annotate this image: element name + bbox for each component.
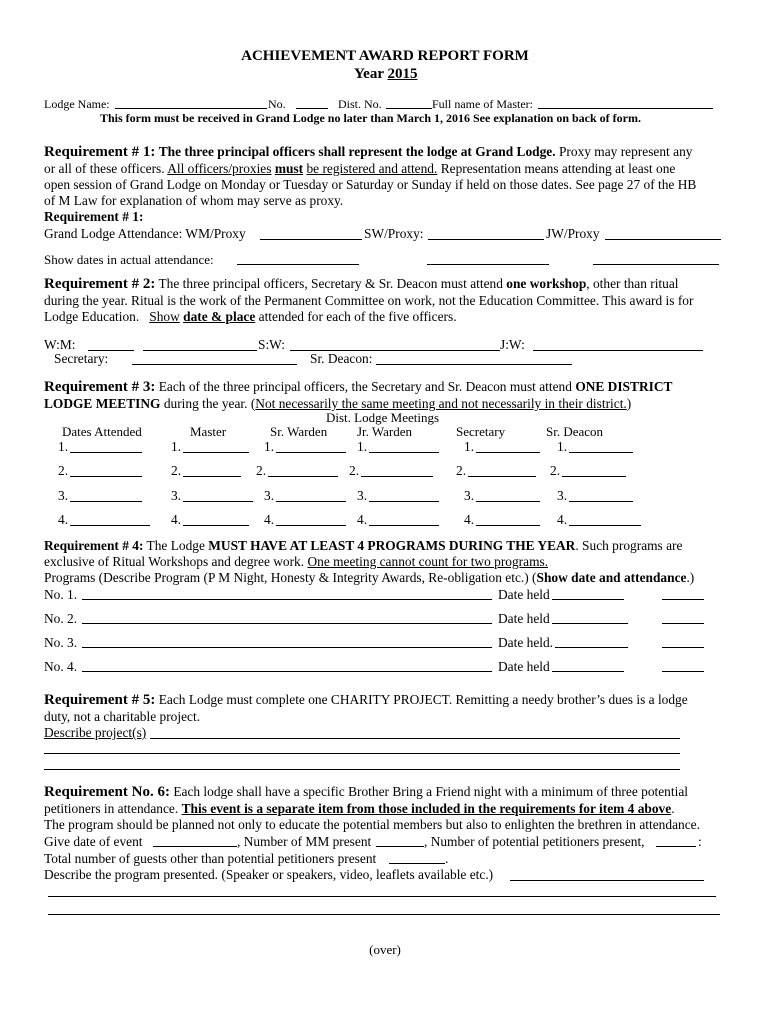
table-cell-field[interactable]	[369, 452, 439, 453]
table-row-num: 4.	[557, 512, 568, 527]
table-row-num: 3.	[58, 488, 69, 503]
req2-line-2: during the year. Ritual is the work of the Permanent Committee on work, not the Education Committee. This award is for	[44, 293, 694, 308]
req1-heading-2: Requirement # 1:	[44, 209, 144, 224]
table-row-num: 3.	[264, 488, 275, 503]
req1-line-2: or all of these officers. All officers/proxies must be registered and attend. Representation means attending at least one	[44, 161, 676, 176]
table-cell-field[interactable]	[569, 501, 633, 502]
req3-line-1: Requirement # 3: Each of the three principal officers, the Secretary and Sr. Deacon must attend ONE DISTRICT	[44, 379, 673, 395]
table-row-num: 4.	[171, 512, 182, 527]
table-row-num: 2.	[171, 463, 182, 478]
describe-program-label: Describe the program presented. (Speaker or speakers, video, leaflets available etc.)	[44, 867, 494, 882]
year-value: 2015	[387, 66, 418, 82]
req2-line-1: Requirement # 2: The three principal officers, Secretary & Sr. Deacon must attend one workshop, other than ritual	[44, 276, 679, 292]
table-row-num: 4.	[357, 512, 368, 527]
date-held-3-field[interactable]	[555, 647, 628, 648]
jw-field[interactable]	[533, 350, 703, 351]
req1-line-1: Requirement # 1: The three principal officers shall represent the lodge at Grand Lodge. Proxy may represent any	[44, 144, 693, 160]
table-cell-field[interactable]	[361, 476, 433, 477]
sw-label: S:W:	[258, 337, 286, 352]
attendance-2-field[interactable]	[662, 623, 704, 624]
table-row-num: 3.	[464, 488, 475, 503]
secretary-field[interactable]	[132, 364, 297, 365]
req4-line-2: exclusive of Ritual Workshops and degree work. One meeting cannot count for two programs.	[44, 554, 549, 569]
attendance-date-field-3[interactable]	[593, 264, 719, 265]
describe-project-line-2[interactable]	[44, 753, 680, 754]
table-row-num: 4.	[264, 512, 275, 527]
table-cell-field[interactable]	[476, 452, 540, 453]
table-cell-field[interactable]	[70, 501, 142, 502]
guests-label: Total number of guests other than potential petitioners present	[44, 851, 377, 866]
sw-proxy-label: SW/Proxy:	[364, 226, 424, 241]
table-cell-field[interactable]	[70, 525, 150, 526]
show-dates-label: Show dates in actual attendance:	[44, 252, 214, 267]
req5-line-2: duty, not a charitable project.	[44, 709, 201, 724]
table-cell-field[interactable]	[569, 525, 641, 526]
program-2-label: No. 2.	[44, 611, 78, 626]
table-cell-field[interactable]	[476, 501, 540, 502]
req4-line-3: Programs (Describe Program (P M Night, Honesty & Integrity Awards, Re-obligation etc.) (Show date and attendance.)	[44, 570, 695, 585]
jw-proxy-label: JW/Proxy	[546, 226, 600, 241]
req6-line-1: Requirement No. 6: Each lodge shall have a specific Brother Bring a Friend night with a minimum of three potential	[44, 784, 688, 800]
master-name-label: Full name of Master:	[432, 97, 533, 111]
table-row-num: 2.	[58, 463, 69, 478]
date-held-1-field[interactable]	[552, 599, 624, 600]
table-row-num: 2.	[456, 463, 467, 478]
req6-line-2: petitioners in attendance. This event is a separate item from those included in the requirements for item 4 above.	[44, 801, 675, 816]
table-cell-field[interactable]	[183, 476, 241, 477]
table-row-num: 1.	[464, 439, 475, 454]
jw-proxy-field[interactable]	[605, 239, 721, 240]
over-note: (over)	[369, 942, 401, 957]
req6-line-3: The program should be planned not only to educate the potential members but also to enlighten the brethren in attendance.	[44, 817, 700, 832]
col-sr-warden: Sr. Warden	[270, 424, 328, 439]
sr-deacon-label: Sr. Deacon:	[310, 351, 373, 366]
jw-label: J:W:	[500, 337, 525, 352]
col-jr-warden: Jr. Warden	[357, 424, 413, 439]
program-1-field[interactable]	[82, 599, 492, 600]
table-cell-field[interactable]	[276, 525, 346, 526]
table-row-num: 2.	[550, 463, 561, 478]
table-row-num: 1.	[264, 439, 275, 454]
secretary-label: Secretary:	[54, 351, 109, 366]
grand-lodge-attendance-label: Grand Lodge Attendance: WM/Proxy	[44, 226, 246, 241]
deadline-notice: This form must be received in Grand Lodge no later than March 1, 2016 See explanation on back of form.	[100, 111, 641, 125]
table-row-num: 1.	[357, 439, 368, 454]
table-cell-field[interactable]	[183, 525, 249, 526]
table-cell-field[interactable]	[276, 452, 346, 453]
describe-program-line-2[interactable]	[48, 896, 716, 897]
date-held-4-label: Date held	[498, 659, 550, 674]
table-row-num: 4.	[464, 512, 475, 527]
program-3-field[interactable]	[82, 647, 492, 648]
dist-no-field[interactable]	[386, 108, 432, 109]
attendance-4-field[interactable]	[662, 671, 704, 672]
table-row-num: 3.	[357, 488, 368, 503]
program-4-field[interactable]	[82, 671, 492, 672]
table-row-num: 1.	[171, 439, 182, 454]
lodge-no-field[interactable]	[296, 108, 328, 109]
sw-proxy-field[interactable]	[428, 239, 544, 240]
program-3-label: No. 3.	[44, 635, 78, 650]
petitioners-present-field[interactable]	[656, 846, 696, 847]
dist-no-label: Dist. No.	[338, 97, 382, 111]
req2-heading: Requirement # 2:	[44, 276, 156, 292]
table-cell-field[interactable]	[276, 501, 346, 502]
guests-period: .	[445, 851, 449, 866]
petitioners-colon: :	[698, 834, 702, 849]
table-row-num: 2.	[349, 463, 360, 478]
table-cell-field[interactable]	[468, 476, 536, 477]
event-date-field[interactable]	[153, 846, 237, 847]
lodge-name-field[interactable]	[115, 108, 267, 109]
attendance-3-field[interactable]	[662, 647, 704, 648]
req4-line-1: Requirement # 4: The Lodge MUST HAVE AT LEAST 4 PROGRAMS DURING THE YEAR. Such programs are	[44, 538, 683, 553]
describe-program-field[interactable]	[510, 880, 704, 881]
req3-heading: Requirement # 3:	[44, 379, 156, 395]
req2-line-3: Lodge Education. Show date & place attended for each of the five officers.	[44, 309, 457, 324]
dist-lodge-meetings-label: Dist. Lodge Meetings	[326, 410, 440, 425]
table-cell-field[interactable]	[569, 452, 633, 453]
lodge-name-label: Lodge Name:	[44, 97, 110, 111]
table-cell-field[interactable]	[183, 452, 249, 453]
date-held-3-label: Date held.	[498, 635, 554, 650]
col-secretary: Secretary	[456, 424, 506, 439]
table-cell-field[interactable]	[268, 476, 338, 477]
describe-program-line-3[interactable]	[48, 914, 720, 915]
table-cell-field[interactable]	[562, 476, 626, 477]
sr-deacon-field[interactable]	[376, 364, 572, 365]
table-row-num: 2.	[256, 463, 267, 478]
wm-proxy-field[interactable]	[260, 239, 362, 240]
req5-heading: Requirement # 5:	[44, 692, 156, 708]
table-row-num: 4.	[58, 512, 69, 527]
table-cell-field[interactable]	[183, 501, 253, 502]
table-row-num: 1.	[557, 439, 568, 454]
table-row-num: 3.	[557, 488, 568, 503]
lodge-no-label: No.	[268, 97, 286, 111]
year-line	[354, 67, 417, 82]
program-4-label: No. 4.	[44, 659, 78, 674]
date-held-1-label: Date held	[498, 587, 550, 602]
req1-line-3: open session of Grand Lodge on Monday or Tuesday or Saturday or Sunday if held on those dates. See page 27 of the HB	[44, 177, 697, 192]
mm-present-label: , Number of MM present	[237, 834, 372, 849]
master-name-field[interactable]	[538, 108, 713, 109]
table-cell-field[interactable]	[476, 525, 540, 526]
petitioners-present-label: , Number of potential petitioners present,	[424, 834, 645, 849]
year-label: Year	[354, 66, 384, 82]
program-2-field[interactable]	[82, 623, 492, 624]
mm-present-field[interactable]	[376, 846, 424, 847]
table-row-num: 1.	[58, 439, 69, 454]
wm-place-field[interactable]	[143, 350, 257, 351]
col-master: Master	[190, 424, 227, 439]
col-dates-attended: Dates Attended	[62, 424, 142, 439]
req1-heading: Requirement # 1:	[44, 144, 156, 160]
attendance-date-field-1[interactable]	[237, 264, 359, 265]
describe-project-field[interactable]	[150, 738, 680, 739]
form-title: ACHIEVEMENT AWARD REPORT FORM	[241, 48, 529, 64]
describe-project-line-3[interactable]	[44, 769, 680, 770]
date-held-2-label: Date held	[498, 611, 550, 626]
describe-project-label: Describe project(s)	[44, 725, 147, 740]
table-cell-field[interactable]	[70, 476, 142, 477]
event-date-label: Give date of event	[44, 834, 143, 849]
col-sr-deacon: Sr. Deacon	[546, 424, 604, 439]
date-held-2-field[interactable]	[552, 623, 628, 624]
req1-line-4: of M Law for explanation of whom may serve as proxy.	[44, 193, 344, 208]
program-1-label: No. 1.	[44, 587, 78, 602]
req6-heading: Requirement No. 6:	[44, 784, 170, 800]
wm-label: W:M:	[44, 337, 76, 352]
table-cell-field[interactable]	[369, 501, 439, 502]
attendance-1-field[interactable]	[662, 599, 704, 600]
table-row-num: 3.	[171, 488, 182, 503]
req5-line-1: Requirement # 5: Each Lodge must complete one CHARITY PROJECT. Remitting a needy brother’s dues is a lodge	[44, 692, 688, 708]
req3-line-2: LODGE MEETING during the year. (Not necessarily the same meeting and not necessarily in their district.)	[44, 396, 632, 411]
guests-field[interactable]	[389, 863, 445, 864]
table-cell-field[interactable]	[369, 525, 439, 526]
date-held-4-field[interactable]	[552, 671, 624, 672]
req4-heading: Requirement # 4:	[44, 538, 144, 553]
attendance-date-field-2[interactable]	[427, 264, 549, 265]
table-cell-field[interactable]	[70, 452, 142, 453]
